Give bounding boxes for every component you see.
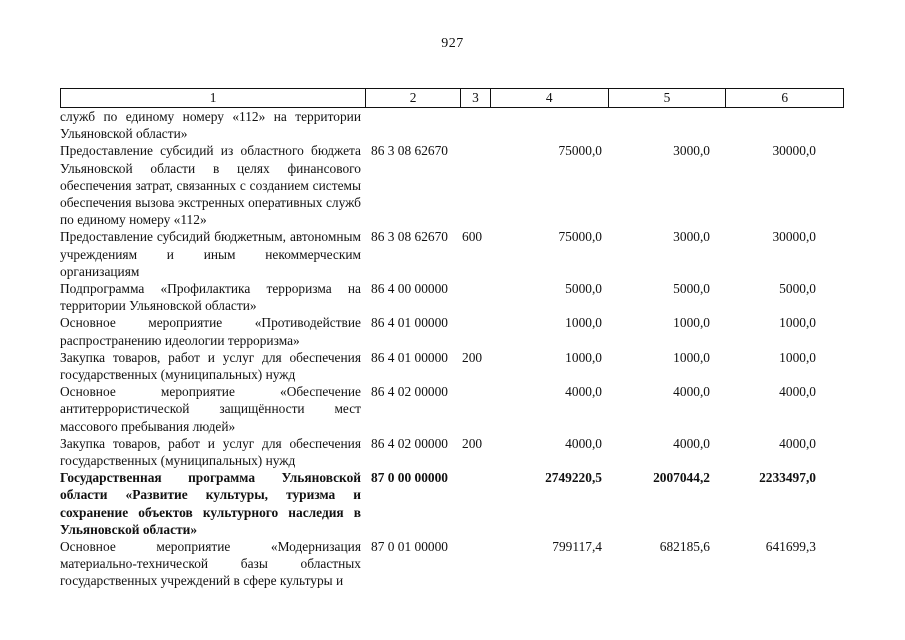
row-type: 200 (462, 349, 483, 365)
row-code: 86 4 01 00000 (371, 349, 448, 365)
row-value-6: 30000,0 (772, 143, 816, 159)
row-value-6: 1000,0 (779, 349, 816, 365)
table-row (60, 228, 844, 280)
budget-table (60, 88, 844, 590)
row-name: Закупка товаров, работ и услуг для обеспечения государственных (муниципальных) нужд (60, 349, 361, 383)
row-value-6: 4000,0 (779, 384, 816, 400)
table-body (60, 108, 844, 590)
row-value-4: 799117,4 (552, 539, 602, 555)
row-code: 86 4 01 00000 (371, 315, 448, 331)
row-value-5: 2007044,2 (653, 470, 710, 486)
row-value-4: 4000,0 (565, 384, 602, 400)
row-value-4: 2749220,5 (545, 470, 602, 486)
row-value-6: 2233497,0 (759, 470, 816, 486)
row-name: Основное мероприятие «Противодействие распространению идеологии терроризма» (60, 315, 361, 348)
table-row (60, 538, 844, 590)
row-name: Предоставление субсидий бюджетным, автономным учреждениям и иным некоммерческим организациям (60, 229, 361, 279)
row-value-6: 30000,0 (772, 229, 816, 245)
row-name: Подпрограмма «Профилактика терроризма на территории Ульяновской области» (60, 281, 361, 314)
table-row (60, 142, 844, 228)
row-value-6: 1000,0 (779, 315, 816, 331)
table-row (60, 280, 844, 314)
row-value-6: 641699,3 (765, 539, 816, 555)
table-row (60, 383, 844, 435)
row-name: Основное мероприятие «Обеспечение антитеррористической защищённости мест массового пребывания людей» (60, 384, 361, 434)
row-code: 86 4 02 00000 (371, 384, 448, 400)
row-value-4: 5000,0 (565, 281, 602, 297)
row-code: 87 0 00 00000 (371, 470, 448, 486)
row-name: Государственная программа Ульяновской области «Развитие культуры, туризма и сохранение объектов культурного наследия в Ульяновской области» (60, 470, 361, 537)
row-code: 86 3 08 62670 (371, 229, 448, 245)
row-value-5: 682185,6 (659, 539, 710, 555)
header-col-2: 2 (365, 89, 460, 107)
table-row (60, 349, 844, 383)
row-value-5: 3000,0 (673, 229, 710, 245)
row-value-4: 75000,0 (558, 229, 602, 245)
header-col-6: 6 (725, 89, 843, 107)
row-value-4: 1000,0 (565, 315, 602, 331)
row-code: 86 4 00 00000 (371, 281, 448, 297)
row-code: 86 3 08 62670 (371, 143, 448, 159)
row-type: 200 (462, 435, 483, 451)
row-type: 600 (462, 229, 483, 245)
header-col-3: 3 (460, 89, 490, 107)
row-value-5: 1000,0 (673, 349, 710, 365)
row-value-5: 4000,0 (673, 435, 710, 451)
row-name: служб по единому номеру «112» на территории Ульяновской области» (60, 109, 361, 142)
row-value-4: 4000,0 (565, 435, 602, 451)
header-col-5: 5 (608, 89, 726, 107)
row-value-6: 4000,0 (779, 435, 816, 451)
row-code: 86 4 02 00000 (371, 435, 448, 451)
table-header (60, 88, 844, 108)
page-number: 927 (441, 36, 464, 51)
table-row (60, 314, 844, 348)
row-code: 87 0 01 00000 (371, 539, 448, 555)
header-col-1: 1 (209, 90, 217, 105)
row-value-5: 3000,0 (673, 143, 710, 159)
row-value-5: 1000,0 (673, 315, 710, 331)
table-row (60, 435, 844, 469)
row-value-4: 1000,0 (565, 349, 602, 365)
row-name: Основное мероприятие «Модернизация материально-технической базы областных государственных учреждений в сфере культуры и (60, 539, 361, 589)
row-value-5: 4000,0 (673, 384, 710, 400)
header-col-4: 4 (490, 89, 608, 107)
row-name: Закупка товаров, работ и услуг для обеспечения государственных (муниципальных) нужд (60, 435, 361, 469)
table-row (60, 469, 844, 538)
row-value-4: 75000,0 (558, 143, 602, 159)
row-name: Предоставление субсидий из областного бюджета Ульяновской области в целях финансового обеспечения затрат, связанных с созданием системы обеспечения вызова экстренных оперативных служб по единому номеру «112» (60, 143, 361, 228)
row-value-6: 5000,0 (779, 281, 816, 297)
table-row (60, 108, 844, 142)
row-value-5: 5000,0 (673, 281, 710, 297)
